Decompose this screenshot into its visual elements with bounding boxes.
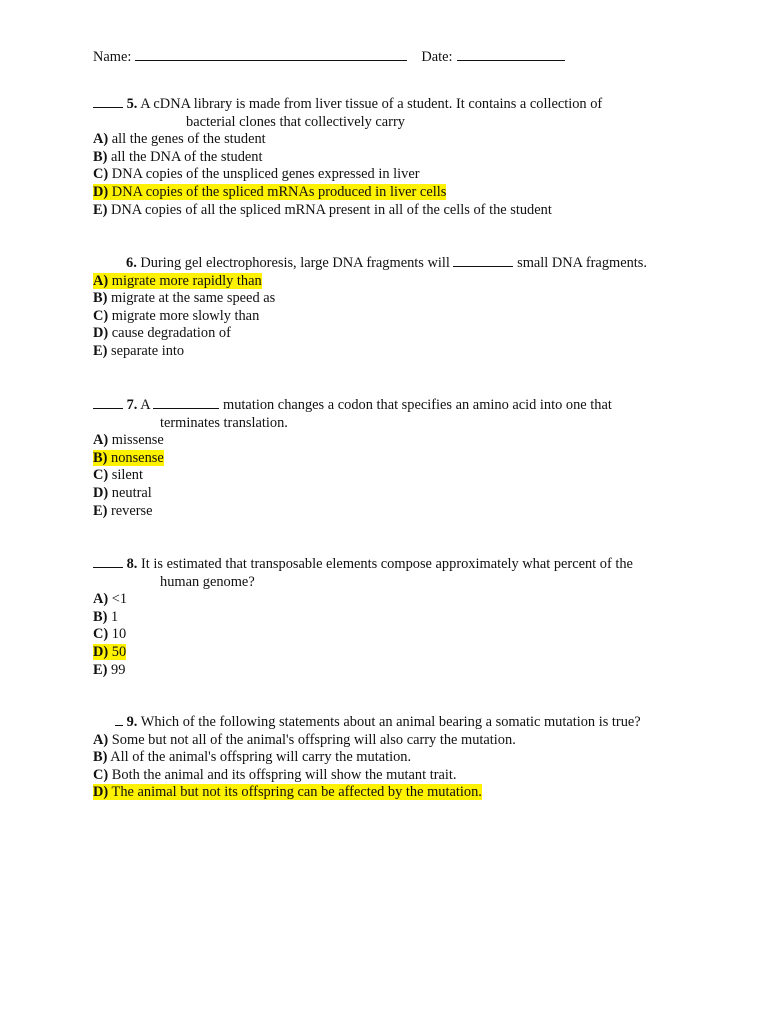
choice-letter: C) xyxy=(93,467,109,484)
choice-text: migrate more rapidly than xyxy=(111,272,262,289)
choice-letter: C) xyxy=(93,766,109,783)
question-number: 9. xyxy=(126,714,138,730)
header xyxy=(93,47,565,67)
choice-letter: B) xyxy=(93,749,108,766)
date-blank xyxy=(457,47,565,61)
choice-text: silent xyxy=(111,467,143,484)
choice-e xyxy=(93,343,693,361)
choice-text: Both the animal and its offspring will show the mutant trait. xyxy=(111,766,457,783)
choice-b xyxy=(93,609,693,627)
choice-text: <1 xyxy=(111,591,128,608)
question-number: 7. xyxy=(126,397,138,413)
choice-letter: D) xyxy=(93,784,109,801)
choice-c xyxy=(93,767,693,785)
fill-in-blank xyxy=(153,395,219,409)
choice-letter: D) xyxy=(93,325,109,342)
stem-text: Which of the following statements about an animal bearing a somatic mutation is true? xyxy=(140,714,641,730)
question-stem xyxy=(93,253,693,273)
stem-continuation: human genome? xyxy=(160,573,255,590)
choice-text: all the genes of the student xyxy=(111,131,266,148)
date-label: Date: xyxy=(421,49,453,65)
choice-letter: B) xyxy=(93,290,108,307)
choice-d xyxy=(93,325,693,343)
question-stem xyxy=(93,712,693,732)
stem-text: During gel electrophoresis, large DNA fragments will xyxy=(140,255,450,271)
stem-continuation: terminates translation. xyxy=(160,414,288,431)
question-6 xyxy=(93,253,693,361)
answer-blank xyxy=(93,554,123,568)
choice-text: migrate more slowly than xyxy=(111,307,260,324)
choice-text: cause degradation of xyxy=(111,325,231,342)
choice-text: 99 xyxy=(111,661,126,678)
question-number: 5. xyxy=(126,96,138,112)
choice-letter: B) xyxy=(93,449,108,466)
choice-text: All of the animal's offspring will carry the mutation. xyxy=(110,749,412,766)
choice-letter: C) xyxy=(93,307,109,324)
name-blank xyxy=(135,47,407,61)
choice-text: all the DNA of the student xyxy=(111,148,263,165)
stem-text: It is estimated that transposable elements compose approximately what percent of the xyxy=(141,556,633,572)
choice-a xyxy=(93,131,693,149)
answer-blank xyxy=(115,712,123,726)
name-label: Name: xyxy=(93,49,132,65)
choice-a xyxy=(93,732,693,750)
choice-text: 10 xyxy=(111,626,127,643)
question-number: 8. xyxy=(126,556,138,572)
choice-b xyxy=(93,149,693,167)
choice-letter: C) xyxy=(93,166,109,183)
question-number: 6. xyxy=(126,255,137,271)
choice-letter: E) xyxy=(93,502,108,519)
question-stem xyxy=(93,554,693,574)
choice-c xyxy=(93,467,693,485)
choice-letter: B) xyxy=(93,148,108,165)
choice-e xyxy=(93,503,693,521)
choice-d xyxy=(93,485,693,503)
highlight xyxy=(93,784,482,800)
highlight xyxy=(93,184,446,200)
question-9 xyxy=(93,712,693,802)
question-8 xyxy=(93,554,693,679)
choice-text: separate into xyxy=(111,342,185,359)
choice-letter: A) xyxy=(93,591,109,608)
question-stem xyxy=(93,94,693,114)
choice-text: Some but not all of the animal's offspring will also carry the mutation. xyxy=(111,731,516,748)
stem-text-after: small DNA fragments. xyxy=(517,255,647,271)
choice-a xyxy=(93,591,693,609)
choice-text: neutral xyxy=(111,484,152,501)
choice-d-highlighted xyxy=(93,184,693,202)
choice-e xyxy=(93,202,693,220)
choice-letter: D) xyxy=(93,643,109,660)
answer-blank xyxy=(93,94,123,108)
stem-continuation: bacterial clones that collectively carry xyxy=(186,113,405,130)
question-stem xyxy=(93,395,693,415)
choice-letter: E) xyxy=(93,342,108,359)
choice-b xyxy=(93,290,693,308)
choice-b-highlighted xyxy=(93,450,693,468)
question-7 xyxy=(93,395,693,520)
answer-blank xyxy=(453,253,513,267)
choice-text: 50 xyxy=(111,643,127,660)
highlight xyxy=(93,644,126,660)
choice-c xyxy=(93,626,693,644)
choice-b xyxy=(93,749,693,767)
choice-letter: E) xyxy=(93,201,108,218)
highlight xyxy=(93,273,262,289)
choice-letter: C) xyxy=(93,626,109,643)
choice-a-highlighted xyxy=(93,273,693,291)
choice-text: DNA copies of the unspliced genes expressed in liver xyxy=(111,166,420,183)
choice-letter: B) xyxy=(93,608,108,625)
choice-letter: A) xyxy=(93,272,109,289)
stem-text-after: mutation changes a codon that specifies an amino acid into one that xyxy=(223,397,612,413)
choice-letter: A) xyxy=(93,131,109,148)
question-5 xyxy=(93,94,693,219)
choice-letter: D) xyxy=(93,484,109,501)
choice-text: nonsense xyxy=(111,449,164,466)
choice-letter: A) xyxy=(93,432,109,449)
choice-e xyxy=(93,662,693,680)
choice-letter: D) xyxy=(93,183,109,200)
choice-d-highlighted xyxy=(93,784,693,802)
choice-text: 1 xyxy=(111,608,119,625)
choice-c xyxy=(93,308,693,326)
choice-text: DNA copies of all the spliced mRNA present in all of the cells of the student xyxy=(111,201,552,218)
choice-text: DNA copies of the spliced mRNAs produced in liver cells xyxy=(111,183,447,200)
choice-text: The animal but not its offspring can be affected by the mutation. xyxy=(111,784,482,801)
choice-text: migrate at the same speed as xyxy=(111,290,276,307)
choice-c xyxy=(93,166,693,184)
choice-text: missense xyxy=(111,432,164,449)
highlight xyxy=(93,450,164,466)
choice-letter: A) xyxy=(93,731,109,748)
choice-letter: E) xyxy=(93,661,108,678)
stem-text: A xyxy=(140,397,150,413)
stem-text: A cDNA library is made from liver tissue of a student. It contains a collection of xyxy=(140,96,603,112)
answer-blank xyxy=(93,395,123,409)
choice-a xyxy=(93,432,693,450)
choice-d-highlighted xyxy=(93,644,693,662)
choice-text: reverse xyxy=(111,502,153,519)
